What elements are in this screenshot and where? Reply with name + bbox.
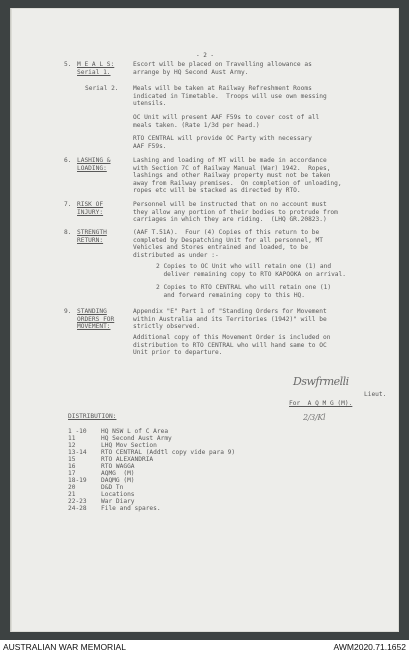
section-number-strength: 8.: [64, 229, 72, 236]
handwritten-signature: Dswfrmelli: [293, 375, 349, 388]
distribution-row: 1 -10 HQ NSW L of C Area: [68, 428, 169, 435]
section-number-meals: 5.: [64, 61, 72, 68]
footer-institution: AUSTRALIAN WAR MEMORIAL: [3, 642, 126, 652]
strength-copy-1: 2 Copies to OC Unit who will retain one (1) and deliver remaining copy to RTO KAPOOKA on arrival.: [156, 263, 346, 278]
meals-serial2-label: Serial 2.: [85, 85, 119, 92]
document-page: [10, 8, 399, 632]
distribution-row: 18-19 DAQMG (M): [68, 477, 135, 484]
distribution-row: 13-14 RTO CENTRAL (Addtl copy vide para 9): [68, 449, 236, 456]
distribution-row: 11 HQ Second Aust Army: [68, 435, 172, 442]
distribution-row: 15 RTO ALEXANDRIA: [68, 456, 154, 463]
strength-copy-2: 2 Copies to RTO CENTRAL who will retain one (1) and forward remaining copy to this HQ.: [156, 284, 332, 299]
signature-rank: Lieut.: [364, 391, 387, 398]
meals-serial1-label: Serial 1.: [77, 69, 111, 76]
section-number-risk: 7.: [64, 201, 72, 208]
standing-additional-text: Additional copy of this Movement Order is included on distribution to RTO CENTRAL who will hand same to OC Unit prior to departure.: [133, 334, 331, 357]
section-number-lashing: 6.: [64, 157, 72, 164]
section-number-standing: 9.: [64, 308, 72, 315]
distribution-row: 16 RTO WAGGA: [68, 463, 135, 470]
section-label-lashing: LASHING & LOADING:: [77, 157, 111, 172]
meals-serial2-text: Meals will be taken at Railway Refreshment Rooms indicated in Timetable. Troops will use own messing utensils.: [133, 85, 327, 108]
meals-rto-text: RTO CENTRAL will provide OC Party with necessary AAF F59s.: [133, 135, 312, 150]
distribution-heading: DISTRIBUTION:: [68, 413, 117, 420]
distribution-row: 22-23 War Diary: [68, 498, 135, 505]
footer-bar: [0, 640, 409, 653]
distribution-row: 20 D&D Tn: [68, 484, 124, 491]
section-label-strength: STRENGTH RETURN:: [77, 229, 107, 244]
footer-accession-id: AWM2020.71.1652: [333, 642, 406, 652]
distribution-row: 21 Locations: [68, 491, 135, 498]
page-number: - 2 -: [195, 52, 215, 59]
lashing-text: Lashing and loading of MT will be made in accordance with Section 7C of Railway Manual (War) 1942. Ropes, lashings and other Railway property must not be taken away from Railway premises. On completion of unloading, ropes etc will be stacked as directed by RTO.: [133, 157, 342, 195]
distribution-row: 17 AQMG (M): [68, 470, 135, 477]
signature-for-line: For A Q M G (M).: [289, 400, 353, 407]
meals-oc-text: OC Unit will present AAF F59s to cover cost of all meals taken. (Rate 1/3d per head.): [133, 114, 320, 129]
meals-serial1-text: Escort will be placed on Travelling allowance as arrange by HQ Second Aust Army.: [133, 61, 312, 76]
strength-text: (AAF T.51A). Four (4) Copies of this return to be completed by Despatching Unit for all personnel, MT Vehicles and Stores entrained and loaded, to be distributed as under :-: [133, 229, 323, 259]
section-label-risk: RISK OF INJURY:: [77, 201, 104, 216]
distribution-row: 24-28 File and spares.: [68, 505, 161, 512]
handwritten-initials: 2/3/Kl: [303, 413, 326, 422]
distribution-row: 12 LHQ Mov Section: [68, 442, 157, 449]
standing-text: Appendix "E" Part 1 of "Standing Orders for Movement within Australia and its Territories (1942)" will be strictly observed.: [133, 308, 327, 331]
section-label-standing: STANDING ORDERS FOR MOVEMENT:: [77, 308, 115, 331]
risk-text: Personnel will be instructed that on no account must they allow any portion of their bodies to protrude from carriages in which they are riding. (LHQ GR.20823.): [133, 201, 338, 224]
section-label-meals: M E A L S:: [77, 61, 115, 68]
